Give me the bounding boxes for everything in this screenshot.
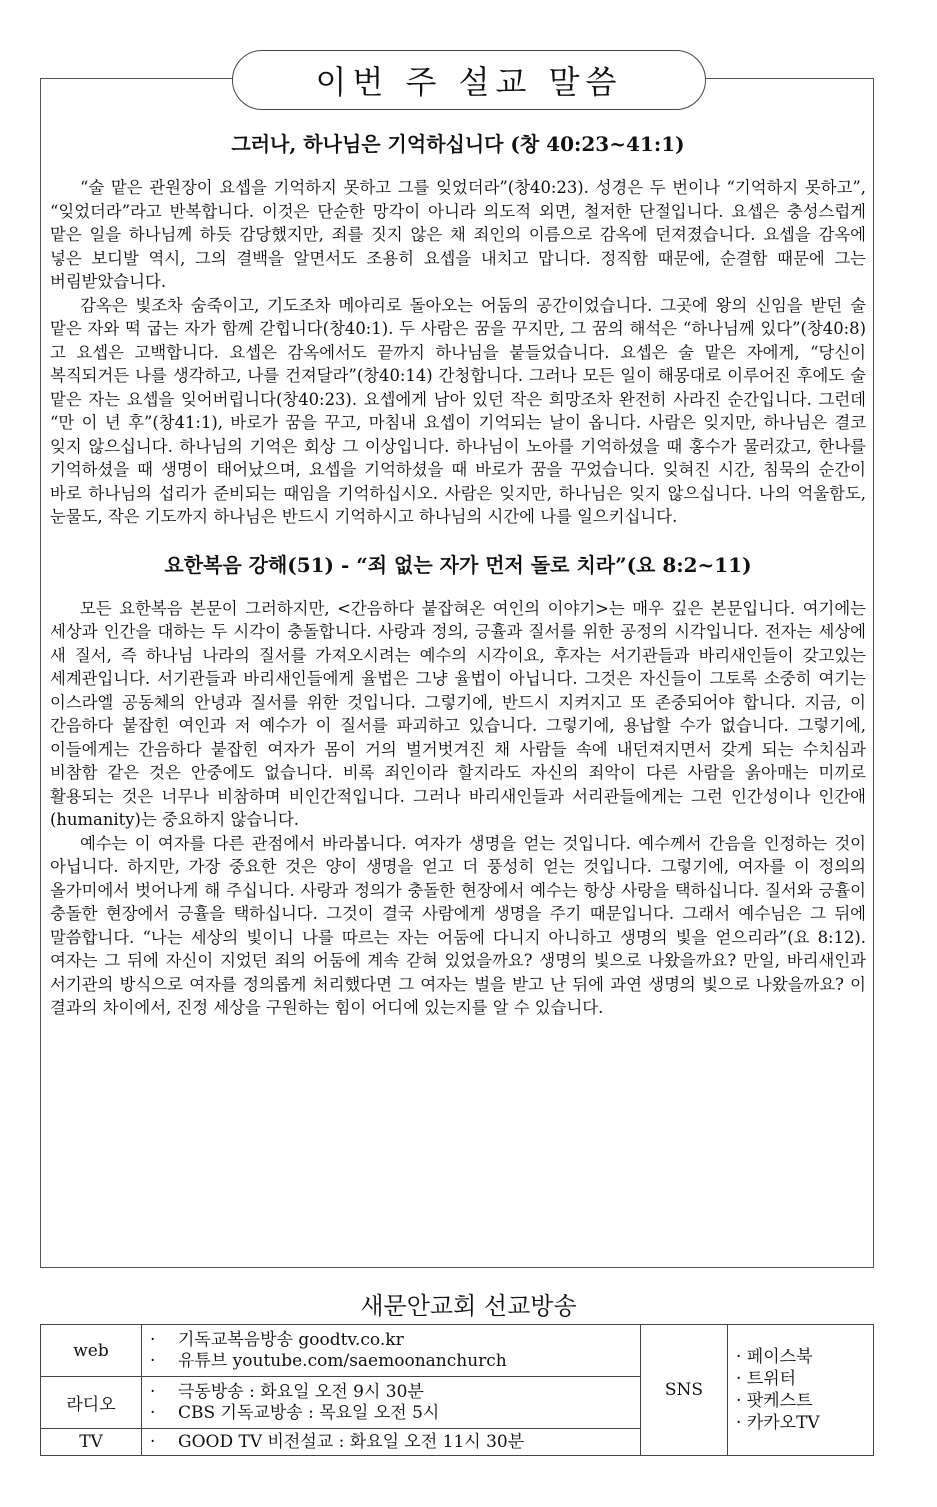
sermon-body bbox=[50, 597, 866, 1020]
broadcast-items bbox=[142, 1377, 641, 1429]
sermon-content bbox=[50, 126, 866, 1020]
sermon-paragraph: 예수는 이 여자를 다른 관점에서 바라봅니다. 여자가 생명을 얻는 것입니다. 예수께서 간음을 인정하는 것이 아닙니다. 하지만, 가장 중요한 것은 양이 생명을 얻고 더 풍성히 얻는 것입니다. 그렇기에, 여자를 이 정의의 올가미에서 벗어나게 해 주십니다. 사랑과 정의가 충돌한 현장에서 예수는 항상 사랑을 택하십니다. 질서와 긍휼이 충돌한 현장에서 긍휼을 택하십니다. 그것이 결국 사람에게 생명을 주기 때문입니다. 그래서 예수님은 그 뒤에 말씀합니다. “나는 세상의 빛이니 나를 따르는 자는 어둠에 다니지 아니하고 생명의 빛을 얻으리라”(요 8:12). 여자는 그 뒤에 자신이 지었던 죄의 어둠에 계속 갇혀 있었을까요? 생명의 빛으로 나왔을까요? 만일, 바리새인과 서기관의 방식으로 여자를 정의롭게 처리했다면 그 여자는 벌을 받고 난 뒤에 과연 생명의 빛으로 나왔을까요? 이 결과의 차이에서, 진정 세상을 구원하는 힘이 어디에 있는지를 알 수 있습니다. bbox=[50, 833, 866, 1017]
page-title: 이번 주 설교 말씀 bbox=[232, 50, 706, 110]
broadcast-items bbox=[142, 1429, 641, 1456]
sns-item-facebook[interactable]: · 페이스북 bbox=[736, 1347, 813, 1367]
sns-item-twitter[interactable]: · 트위터 bbox=[736, 1369, 797, 1389]
broadcast-item: · GOOD TV 비전설교 : 화요일 오전 11시 30분 bbox=[150, 1431, 525, 1452]
sermon-paragraph: 감옥은 빛조차 숨죽이고, 기도조차 메아리로 돌아오는 어둠의 공간이었습니다. 그곳에 왕의 신임을 받던 술 맡은 자와 떡 굽는 자가 함께 갇힙니다(창40:1). 두 사람은 꿈을 꾸지만, 그 꿈의 해석은 “하나님께 있다”(창40:8)고 요셉은 고백합니다. 요셉은 감옥에서도 끝까지 하나님을 붙들었습니다. 요셉은 술 맡은 자에게, “당신이 복직되거든 나를 생각하고, 나를 건져달라”(창40:14) 간청합니다. 그러나 모든 일이 해몽대로 이루어진 후에도 술 맡은 자는 요셉을 잊어버립니다(창40:23). 요셉에게 남아 있던 작은 희망조차 완전히 사라진 순간입니다. 그런데 “만 이 년 후”(창41:1), 바로가 꿈을 꾸고, 마침내 요셉이 기억되는 날이 옵니다. 사람은 잊지만, 하나님은 결코 잊지 않으십니다. 하나님의 기억은 회상 그 이상입니다. 하나님이 노아를 기억하셨을 때 홍수가 물러갔고, 한나를 기억하셨을 때 생명이 태어났으며, 요셉을 기억하셨을 때 바로가 꿈을 꾸었습니다. 잊혀진 시간, 침묵의 순간이 바로 하나님의 섭리가 준비되는 때임을 기억하십시오. 사람은 잊지만, 하나님은 잊지 않으십니다. 나의 억울함도, 눈물도, 작은 기도까지 하나님은 반드시 기억하시고 하나님의 시간에 나를 일으키십니다. bbox=[50, 295, 867, 526]
sermon-paragraph: “술 맡은 관원장이 요셉을 기억하지 못하고 그를 잊었더라”(창40:23). 성경은 두 번이나 “기억하지 못하고”, “잊었더라”라고 반복합니다. 이것은 단순한 망각이 아니라 의도적 외면, 철저한 단절입니다. 요셉은 충성스럽게 맡은 일을 하나님께 하듯 감당했지만, 죄를 짓지 않은 채 죄인의 이름으로 감옥에 던져졌습니다. 요셉을 감옥에 넣은 보디발 역시, 그의 결백을 알면서도 조용히 요셉을 내치고 맙니다. 정직함 때문에, 순결함 때문에 그는 버림받았습니다. bbox=[50, 178, 866, 291]
broadcast-table bbox=[40, 1324, 874, 1456]
broadcast-items bbox=[142, 1325, 641, 1377]
sns-items bbox=[728, 1325, 874, 1456]
broadcast-label: web bbox=[41, 1325, 142, 1377]
sns-label: SNS bbox=[641, 1325, 728, 1456]
sns-item-kakaotv[interactable]: · 카카오TV bbox=[736, 1413, 820, 1433]
broadcast-label: TV bbox=[41, 1429, 142, 1456]
broadcast-item[interactable]: · 유튜브 youtube.com/saemoonanchurch bbox=[150, 1350, 507, 1371]
broadcast-item: · 극동방송 : 화요일 오전 9시 30분 bbox=[150, 1381, 424, 1402]
broadcast-row-web bbox=[41, 1325, 874, 1377]
broadcast-heading: 새문안교회 선교방송 bbox=[360, 1292, 577, 1320]
sermon-title: 그러나, 하나님은 기억하십니다 (창 40:23~41:1) bbox=[231, 132, 685, 156]
broadcast-label: 라디오 bbox=[41, 1377, 142, 1429]
broadcast-item: · CBS 기독교방송 : 목요일 오전 5시 bbox=[150, 1402, 440, 1423]
broadcast-item[interactable]: · 기독교복음방송 goodtv.co.kr bbox=[150, 1329, 404, 1350]
sermon-body bbox=[50, 176, 866, 529]
sermon-title: 요한복음 강해(51) - “죄 없는 자가 먼저 돌로 치라”(요 8:2~11) bbox=[164, 552, 752, 577]
sermon-paragraph: 모든 요한복음 본문이 그러하지만, <간음하다 붙잡혀온 여인의 이야기>는 매우 깊은 본문입니다. 여기에는 세상과 인간을 대하는 두 시각이 충돌합니다. 사랑과 정의, 긍휼과 질서를 위한 공정의 시각입니다. 전자는 세상에 새 질서, 즉 하나님 나라의 질서를 가져오시려는 예수의 시각이요, 후자는 서기관들과 바리새인들이 갖고있는 세계관입니다. 서기관들과 바리새인들에게 율법은 그냥 율법이 아닙니다. 그것은 자신들이 그토록 소중히 여기는 이스라엘 공동체의 안녕과 질서를 위한 것입니다. 그렇기에, 반드시 지켜지고 또 존중되어야 합니다. 지금, 이 간음하다 붙잡힌 여인과 저 예수가 이 질서를 파괴하고 있습니다. 그렇기에, 용납할 수가 없습니다. 그렇기에, 이들에게는 간음하다 붙잡힌 여자가 몸이 거의 벌거벗겨진 채 사람들 속에 내던져지면서 갖게 되는 수치심과 비참함 같은 것은 안중에도 없습니다. 비록 죄인이라 할지라도 자신의 죄악이 다른 사람을 옭아매는 미끼로 활용되는 것은 너무나 비참하며 비인간적입니다. 그러나 바리새인들과 서리관들에게는 그런 인간성이나 인간애(humanity)는 중요하지 않습니다. bbox=[50, 598, 866, 829]
sns-item-podcast[interactable]: · 팟케스트 bbox=[736, 1391, 813, 1411]
